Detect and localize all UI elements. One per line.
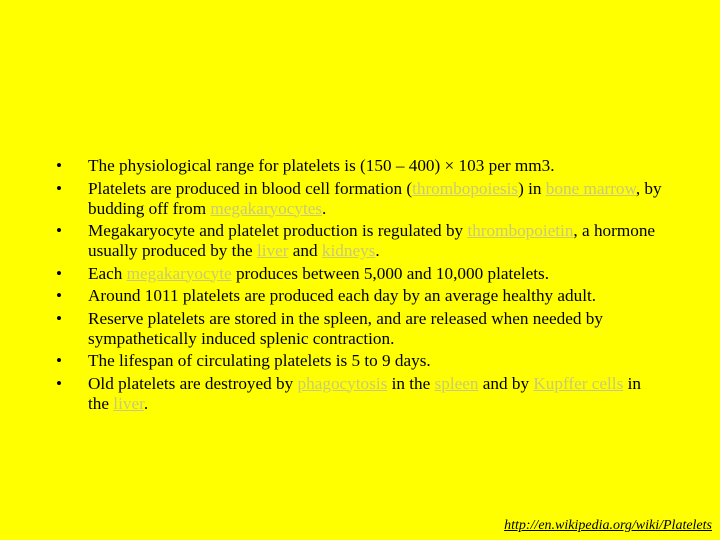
bullet-item bbox=[56, 309, 666, 349]
bullet-text: The lifespan of circulating platelets is 5 to 9 days. bbox=[88, 351, 431, 370]
link-liver[interactable]: liver bbox=[113, 393, 144, 413]
bullet-text: . bbox=[375, 241, 380, 260]
link-thrombopoiesis[interactable]: thrombopoiesis bbox=[412, 178, 519, 198]
bullet-text: and bbox=[288, 241, 322, 260]
bullet-list bbox=[56, 156, 666, 416]
link-kupffer-cells[interactable]: Kupffer cells bbox=[533, 373, 624, 393]
bullet-text: produces between 5,000 and 10,000 platelets. bbox=[231, 263, 550, 283]
bullet-icon: • bbox=[56, 286, 63, 305]
bullet-text: Around 1011 platelets are produced each day by an average healthy adult. bbox=[88, 286, 597, 305]
source-link[interactable]: http://en.wikipedia.org/wiki/Platelets bbox=[504, 518, 712, 533]
link-spleen[interactable]: spleen bbox=[434, 373, 479, 393]
bullet-item bbox=[56, 179, 666, 219]
bullet-icon: • bbox=[56, 373, 63, 393]
bullet-item bbox=[56, 221, 666, 261]
bullet-text: ) in bbox=[518, 178, 546, 198]
bullet-text: Megakaryocyte and platelet production is regulated by bbox=[88, 221, 468, 240]
bullet-text: The physiological range for platelets is (150 – 400) × 103 per mm3. bbox=[88, 156, 555, 175]
bullet-icon: • bbox=[56, 308, 63, 328]
bullet-text: , a hormone usually produced by the bbox=[88, 221, 656, 260]
bullet-text: Platelets are produced in blood cell formation ( bbox=[88, 178, 413, 198]
link-thrombopoietin[interactable]: thrombopoietin bbox=[467, 221, 574, 240]
bullet-item bbox=[56, 374, 666, 414]
bullet-text: Old platelets are destroyed by bbox=[88, 373, 298, 393]
bullet-icon: • bbox=[56, 221, 63, 240]
link-kidneys[interactable]: kidneys bbox=[321, 241, 376, 260]
link-megakaryocyte[interactable]: megakaryocyte bbox=[126, 263, 232, 283]
bullet-text: Reserve platelets are stored in the spleen, and are released when needed by sympathetically induced splenic contraction. bbox=[88, 308, 603, 348]
bullet-icon: • bbox=[56, 263, 63, 283]
link-bone-marrow[interactable]: bone marrow bbox=[545, 178, 636, 198]
bullet-icon: • bbox=[56, 156, 63, 175]
link-megakaryocytes[interactable]: megakaryocytes bbox=[210, 198, 323, 218]
bullet-icon: • bbox=[56, 351, 63, 370]
bullet-item bbox=[56, 156, 666, 176]
bullet-text: Each bbox=[88, 263, 127, 283]
bullet-text: . bbox=[322, 198, 327, 218]
bullet-item bbox=[56, 286, 666, 306]
bullet-text: in the bbox=[88, 373, 641, 413]
link-liver[interactable]: liver bbox=[256, 241, 289, 260]
bullet-item bbox=[56, 264, 666, 284]
bullet-icon: • bbox=[56, 178, 63, 198]
bullet-text: in the bbox=[387, 373, 435, 393]
bullet-item bbox=[56, 351, 666, 371]
bullet-text: . bbox=[143, 393, 149, 413]
link-phagocytosis[interactable]: phagocytosis bbox=[297, 373, 388, 393]
bullet-text: , by budding off from bbox=[88, 178, 662, 218]
bullet-text: and by bbox=[478, 373, 534, 393]
